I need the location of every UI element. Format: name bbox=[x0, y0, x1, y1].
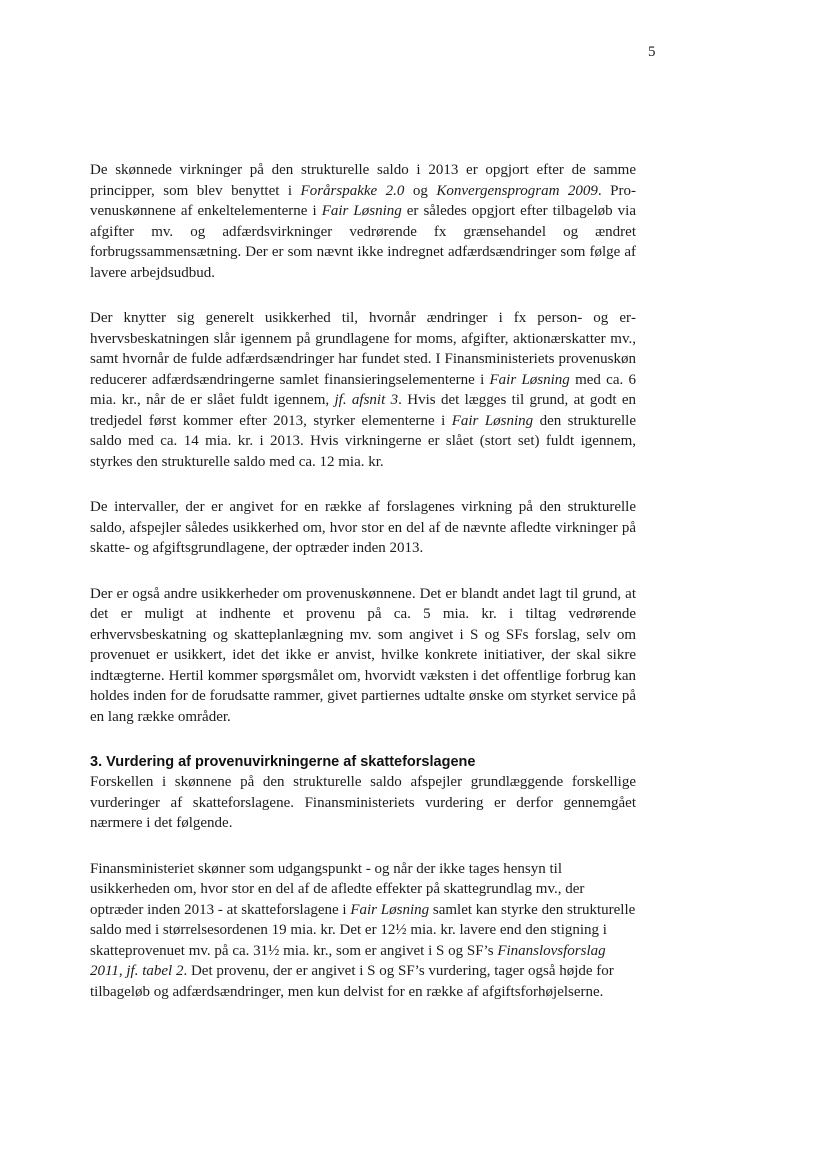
text-run: . Hvis det lægges til grund, at godt en tredjedel først kommer efter 2013, styrker elementerne i bbox=[90, 392, 637, 429]
italic-text: jf. tabel 2 bbox=[126, 963, 184, 979]
text-run: er således opgjort efter tilbageløb via afgifter mv. og adfærdsvirkninger vedrørende fx grænsehandel og ændret forbrugssammensætning. Der er som nævnt ikke indregnet adfærdsændringer som følge af lavere arbejdsudbud. bbox=[90, 203, 636, 281]
section-heading: 3. Vurdering af provenuvirkningerne af skatteforslagene bbox=[90, 754, 476, 770]
text-run: Der knytter sig generelt usikkerhed til, hvornår ændringer i fx person- og erhvervsbeskatningen slår igennem på grundlagene for moms, afgifter, aktionærskatter mv., samt hvornår de fulde adfærdsændringer har fundet sted. I Finansministeriets provenuskøn reducerer adfærdsændringerne samlet finansieringselementerne i bbox=[90, 310, 636, 388]
document-body bbox=[90, 160, 636, 1027]
page-number: 5 bbox=[648, 44, 656, 60]
text-run: og bbox=[404, 182, 437, 199]
italic-text: jf. afsnit 3 bbox=[334, 392, 399, 408]
italic-text: Konvergensprogram 2009 bbox=[436, 182, 598, 199]
italic-text: Finanslovsforslag 2011 bbox=[90, 942, 606, 979]
text-run: Finansministeriet skønner som udgangspunkt - og når der ikke tages hensyn til usikkerheden om, hvor stor en del af de afledte effekter på skattegrundlag mv., der optræder inden 2013 - at skatteforslagene i bbox=[90, 860, 585, 918]
italic-text: Forårspakke 2.0 bbox=[300, 182, 405, 199]
text-run: med ca. 6 mia. kr., når de er slået fuldt igennem, bbox=[90, 371, 637, 408]
text-run: . Provenuskønnene af enkeltelementerne i bbox=[90, 182, 636, 219]
paragraph bbox=[90, 160, 636, 283]
text-run: De skønnede virkninger på den strukturelle saldo i 2013 er opgjort efter de samme principper, som blev benyttet i bbox=[90, 162, 636, 199]
text-run: den strukturelle saldo med ca. 14 mia. kr. i 2013. Hvis virkningerne er slået (stort set) fuldt igennem, styrkes den strukturelle saldo med ca. 12 mia. kr. bbox=[90, 412, 636, 470]
italic-text: Fair Løsning bbox=[350, 901, 430, 918]
paragraph bbox=[90, 308, 636, 472]
text-run: Forskellen i skønnene på den strukturelle saldo afspejler grundlæggende forskellige vurderinger af skatteforslagene. Finansministeriets vurdering er derfor gennemgået nærmere i det følgende. bbox=[90, 774, 636, 831]
text-run: samlet kan styrke den strukturelle saldo med i størrelsesordenen 19 mia. kr. Det er 12½ mia. kr. lavere end den stigning i skatteprovenuet mv. på ca. 31½ mia. kr., som er angivet i S og SF’s bbox=[90, 901, 636, 959]
paragraph bbox=[90, 772, 636, 834]
italic-text: Fair Løsning bbox=[451, 412, 534, 429]
text-run: Der er også andre usikkerheder om provenuskønnene. Det er blandt andet lagt til grund, at det er muligt at indhente et provenu på ca. 5 mia. kr. i tiltag vedrørende erhvervsbeskatning og skatteplanlægning mv. som angivet i S og SFs forslag, selv om provenuet er usikkert, idet det ikke er anvist, hvilke konkrete initiativer, der skal sikre indtægterne. Hertil kommer spørgsmålet om, hvorvidt væksten i det offentlige forbrug kan holdes inden for de forudsatte rammer, givet partiernes udtalte ønske om styrket service på en lang række områder. bbox=[90, 585, 636, 725]
paragraph bbox=[90, 859, 636, 1003]
italic-text: Fair Løsning bbox=[321, 203, 402, 219]
text-run: . Det provenu, der er angivet i S og SF’s vurdering, tager også højde for tilbageløb og adfærdsændringer, men kun delvist for en række af afgiftsforhøjelserne. bbox=[90, 963, 614, 1000]
paragraph bbox=[90, 584, 636, 728]
paragraph bbox=[90, 497, 636, 559]
text-run: , bbox=[118, 963, 127, 979]
italic-text: Fair Løsning bbox=[489, 371, 570, 388]
text-run: De intervaller, der er angivet for en række af forslagenes virkning på den strukturelle saldo, afspejler således usikkerhed om, hvor stor en del af de nævnte afledte virkninger på skatte- og afgiftsgrundlagene, der optræder inden 2013. bbox=[90, 499, 636, 556]
